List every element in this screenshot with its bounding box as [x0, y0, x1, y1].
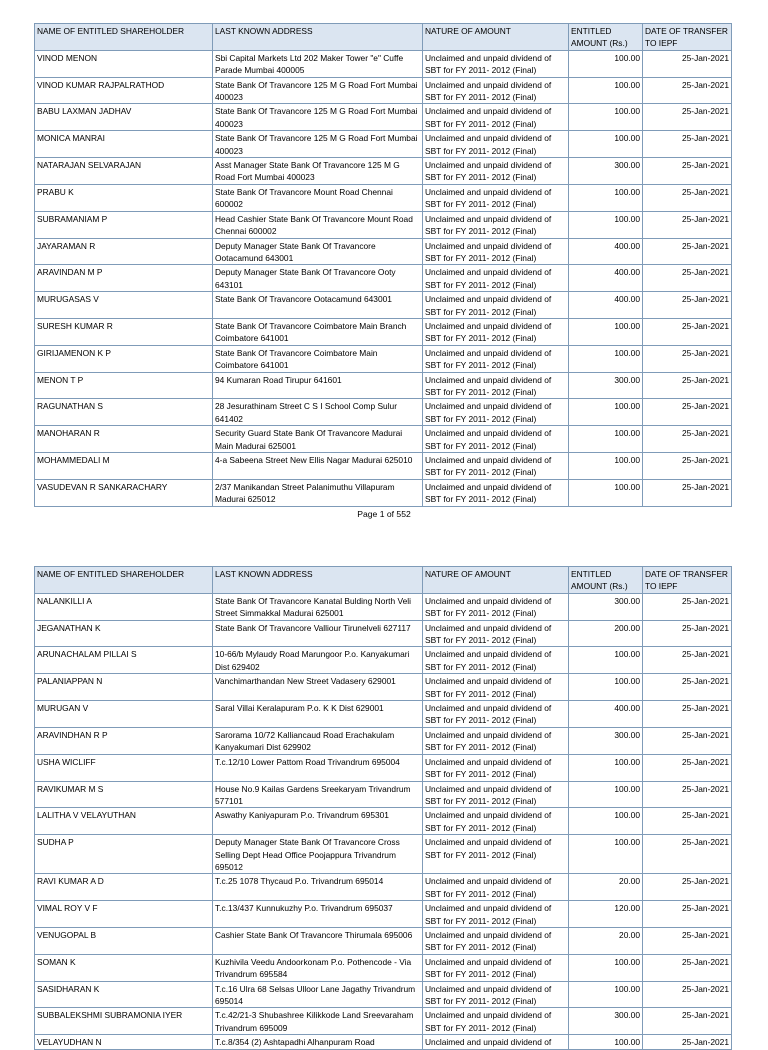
cell-address: 10-66/b Mylaudy Road Marungoor P.o. Kanyakumari Dist 629402 [213, 647, 423, 674]
table-body [35, 593, 732, 1049]
cell-amount: 100.00 [569, 399, 643, 426]
cell-transfer-date: 25-Jan-2021 [643, 620, 732, 647]
cell-shareholder-name: JAYARAMAN R [35, 238, 213, 265]
cell-transfer-date: 25-Jan-2021 [643, 345, 732, 372]
cell-shareholder-name: LALITHA V VELAYUTHAN [35, 808, 213, 835]
cell-address: Cashier State Bank Of Travancore Thirumala 695006 [213, 927, 423, 954]
cell-transfer-date: 25-Jan-2021 [643, 835, 732, 874]
cell-shareholder-name: ARAVINDHAN R P [35, 727, 213, 754]
table-row [35, 238, 732, 265]
cell-amount: 120.00 [569, 901, 643, 928]
cell-transfer-date: 25-Jan-2021 [643, 238, 732, 265]
cell-transfer-date: 25-Jan-2021 [643, 981, 732, 1008]
cell-amount: 100.00 [569, 647, 643, 674]
cell-amount: 100.00 [569, 211, 643, 238]
cell-nature: Unclaimed and unpaid dividend of SBT for FY 2011- 2012 (Final) [423, 238, 569, 265]
cell-transfer-date: 25-Jan-2021 [643, 131, 732, 158]
cell-nature: Unclaimed and unpaid dividend of SBT for FY 2011- 2012 (Final) [423, 954, 569, 981]
cell-address: Security Guard State Bank Of Travancore Madurai Main Madurai 625001 [213, 426, 423, 453]
cell-address: 2/37 Manikandan Street Palanimuthu Villapuram Madurai 625012 [213, 479, 423, 506]
cell-address: House No.9 Kailas Gardens Sreekaryam Trivandrum 577101 [213, 781, 423, 808]
cell-nature: Unclaimed and unpaid dividend of SBT for FY 2011- 2012 (Final) [423, 184, 569, 211]
cell-nature: Unclaimed and unpaid dividend of SBT for FY 2011- 2012 (Final) [423, 318, 569, 345]
cell-address: Kuzhivila Veedu Andoorkonam P.o. Pothencode - Via Trivandrum 695584 [213, 954, 423, 981]
cell-transfer-date: 25-Jan-2021 [643, 874, 732, 901]
page-number: Page 1 of 552 [357, 509, 411, 519]
table-row [35, 265, 732, 292]
cell-nature: Unclaimed and unpaid dividend of SBT for FY 2011- 2012 (Final) [423, 593, 569, 620]
cell-amount: 100.00 [569, 808, 643, 835]
table-row [35, 158, 732, 185]
cell-shareholder-name: MOHAMMEDALI M [35, 453, 213, 480]
cell-shareholder-name: MANOHARAN R [35, 426, 213, 453]
cell-nature: Unclaimed and unpaid dividend of SBT for FY 2011- 2012 (Final) [423, 426, 569, 453]
shareholder-table [34, 23, 732, 507]
cell-nature: Unclaimed and unpaid dividend of SBT for FY 2011- 2012 (Final) [423, 1008, 569, 1035]
table-row [35, 593, 732, 620]
cell-nature: Unclaimed and unpaid dividend of SBT for FY 2011- 2012 (Final) [423, 927, 569, 954]
table-row [35, 184, 732, 211]
shareholder-table-page-1 [34, 23, 731, 507]
cell-address: Sbi Capital Markets Ltd 202 Maker Tower "e" Cuffe Parade Mumbai 400005 [213, 50, 423, 77]
cell-address: Aswathy Kaniyapuram P.o. Trivandrum 695301 [213, 808, 423, 835]
cell-shareholder-name: VIMAL ROY V F [35, 901, 213, 928]
cell-amount: 100.00 [569, 318, 643, 345]
cell-address: State Bank Of Travancore Valliour Tirunelveli 627117 [213, 620, 423, 647]
cell-shareholder-name: VENUGOPAL B [35, 927, 213, 954]
cell-nature: Unclaimed and unpaid dividend of SBT for FY 2011- 2012 (Final) [423, 77, 569, 104]
table-row [35, 674, 732, 701]
cell-address: State Bank Of Travancore 125 M G Road Fort Mumbai 400023 [213, 131, 423, 158]
cell-shareholder-name: PALANIAPPAN N [35, 674, 213, 701]
cell-amount: 100.00 [569, 479, 643, 506]
table-row [35, 345, 732, 372]
cell-nature: Unclaimed and unpaid dividend of SBT for FY 2011- 2012 (Final) [423, 345, 569, 372]
cell-nature: Unclaimed and unpaid dividend of SBT for FY 2011- 2012 (Final) [423, 104, 569, 131]
cell-transfer-date: 25-Jan-2021 [643, 1035, 732, 1049]
cell-shareholder-name: NALANKILLI A [35, 593, 213, 620]
table-row [35, 131, 732, 158]
cell-shareholder-name: RAVI KUMAR A D [35, 874, 213, 901]
cell-transfer-date: 25-Jan-2021 [643, 927, 732, 954]
cell-transfer-date: 25-Jan-2021 [643, 754, 732, 781]
cell-transfer-date: 25-Jan-2021 [643, 184, 732, 211]
table-row [35, 77, 732, 104]
cell-nature: Unclaimed and unpaid dividend of SBT for FY 2011- 2012 (Final) [423, 131, 569, 158]
cell-shareholder-name: GIRIJAMENON K P [35, 345, 213, 372]
cell-transfer-date: 25-Jan-2021 [643, 479, 732, 506]
cell-transfer-date: 25-Jan-2021 [643, 727, 732, 754]
cell-amount: 100.00 [569, 184, 643, 211]
cell-nature: Unclaimed and unpaid dividend of SBT for FY 2011- 2012 (Final) [423, 479, 569, 506]
cell-amount: 400.00 [569, 265, 643, 292]
cell-nature: Unclaimed and unpaid dividend of SBT for FY 2011- 2012 (Final) [423, 835, 569, 874]
cell-amount: 300.00 [569, 158, 643, 185]
cell-shareholder-name: JEGANATHAN K [35, 620, 213, 647]
table-row [35, 211, 732, 238]
header-address: LAST KNOWN ADDRESS [213, 567, 423, 594]
cell-address: Asst Manager State Bank Of Travancore 125 M G Road Fort Mumbai 400023 [213, 158, 423, 185]
cell-nature: Unclaimed and unpaid dividend of SBT for FY 2011- 2012 (Final) [423, 399, 569, 426]
cell-amount: 400.00 [569, 701, 643, 728]
cell-address: T.c.42/21-3 Shubashree Kilikkode Land Sreevaraham Trivandrum 695009 [213, 1008, 423, 1035]
table-row [35, 727, 732, 754]
cell-amount: 100.00 [569, 50, 643, 77]
cell-shareholder-name: NATARAJAN SELVARAJAN [35, 158, 213, 185]
cell-address: Sarorama 10/72 Kalliancaud Road Erachakulam Kanyakumari Dist 629902 [213, 727, 423, 754]
table-header-row [35, 24, 732, 51]
cell-nature: Unclaimed and unpaid dividend of SBT for FY 2011- 2012 (Final) [423, 372, 569, 399]
cell-shareholder-name: SUBRAMANIAM P [35, 211, 213, 238]
cell-address: T.c.13/437 Kunnukuzhy P.o. Trivandrum 695037 [213, 901, 423, 928]
cell-shareholder-name: MURUGAN V [35, 701, 213, 728]
table-row [35, 318, 732, 345]
cell-address: 94 Kumaran Road Tirupur 641601 [213, 372, 423, 399]
cell-transfer-date: 25-Jan-2021 [643, 426, 732, 453]
cell-shareholder-name: MENON T P [35, 372, 213, 399]
table-body [35, 50, 732, 506]
cell-amount: 100.00 [569, 345, 643, 372]
cell-nature: Unclaimed and unpaid dividend of SBT for FY 2011- 2012 (Final) [423, 981, 569, 1008]
table-row [35, 754, 732, 781]
cell-address: State Bank Of Travancore Coimbatore Main Branch Coimbatore 641001 [213, 318, 423, 345]
table-row [35, 808, 732, 835]
table-row [35, 781, 732, 808]
cell-amount: 300.00 [569, 372, 643, 399]
cell-address: Head Cashier State Bank Of Travancore Mount Road Chennai 600002 [213, 211, 423, 238]
cell-nature: Unclaimed and unpaid dividend of SBT for FY 2011- 2012 (Final) [423, 620, 569, 647]
cell-transfer-date: 25-Jan-2021 [643, 292, 732, 319]
header-name: NAME OF ENTITLED SHAREHOLDER [35, 567, 213, 594]
cell-amount: 100.00 [569, 835, 643, 874]
table-row [35, 927, 732, 954]
cell-amount: 100.00 [569, 104, 643, 131]
table-row [35, 292, 732, 319]
cell-shareholder-name: MONICA MANRAI [35, 131, 213, 158]
cell-shareholder-name: VINOD KUMAR RAJPALRATHOD [35, 77, 213, 104]
cell-shareholder-name: SUBBALEKSHMI SUBRAMONIA IYER [35, 1008, 213, 1035]
cell-amount: 20.00 [569, 927, 643, 954]
cell-shareholder-name: USHA WICLIFF [35, 754, 213, 781]
cell-transfer-date: 25-Jan-2021 [643, 77, 732, 104]
cell-shareholder-name: PRABU K [35, 184, 213, 211]
cell-amount: 400.00 [569, 238, 643, 265]
cell-address: T.c.16 Ulra 68 Selsas Ulloor Lane Jagathy Trivandrum 695014 [213, 981, 423, 1008]
cell-amount: 100.00 [569, 754, 643, 781]
cell-amount: 100.00 [569, 1035, 643, 1049]
cell-amount: 400.00 [569, 292, 643, 319]
cell-amount: 100.00 [569, 131, 643, 158]
shareholder-table [34, 566, 732, 1050]
cell-amount: 100.00 [569, 954, 643, 981]
cell-transfer-date: 25-Jan-2021 [643, 954, 732, 981]
cell-amount: 20.00 [569, 874, 643, 901]
cell-address: State Bank Of Travancore Coimbatore Main Coimbatore 641001 [213, 345, 423, 372]
cell-shareholder-name: BABU LAXMAN JADHAV [35, 104, 213, 131]
cell-nature: Unclaimed and unpaid dividend of SBT for FY 2011- 2012 (Final) [423, 701, 569, 728]
cell-nature: Unclaimed and unpaid dividend of SBT for FY 2011- 2012 (Final) [423, 211, 569, 238]
cell-amount: 100.00 [569, 426, 643, 453]
table-row [35, 701, 732, 728]
cell-nature: Unclaimed and unpaid dividend of SBT for FY 2011- 2012 (Final) [423, 754, 569, 781]
cell-nature: Unclaimed and unpaid dividend of SBT for FY 2011- 2012 (Final) [423, 808, 569, 835]
table-row [35, 954, 732, 981]
cell-amount: 100.00 [569, 781, 643, 808]
cell-address: T.c.12/10 Lower Pattom Road Trivandrum 695004 [213, 754, 423, 781]
cell-nature: Unclaimed and unpaid dividend of SBT for FY 2011- 2012 (Final) [423, 727, 569, 754]
cell-transfer-date: 25-Jan-2021 [643, 104, 732, 131]
table-row [35, 453, 732, 480]
cell-nature: Unclaimed and unpaid dividend of SBT for FY 2011- 2012 (Final) [423, 781, 569, 808]
cell-nature: Unclaimed and unpaid dividend of SBT for FY 2011- 2012 (Final) [423, 50, 569, 77]
cell-transfer-date: 25-Jan-2021 [643, 50, 732, 77]
cell-shareholder-name: RAGUNATHAN S [35, 399, 213, 426]
cell-address: Vanchimarthandan New Street Vadasery 629001 [213, 674, 423, 701]
table-row [35, 104, 732, 131]
cell-amount: 200.00 [569, 620, 643, 647]
cell-transfer-date: 25-Jan-2021 [643, 318, 732, 345]
cell-nature: Unclaimed and unpaid dividend of SBT for FY 2011- 2012 (Final) [423, 647, 569, 674]
cell-amount: 300.00 [569, 593, 643, 620]
cell-nature: Unclaimed and unpaid dividend of SBT for FY 2011- 2012 (Final) [423, 874, 569, 901]
table-row [35, 426, 732, 453]
cell-transfer-date: 25-Jan-2021 [643, 593, 732, 620]
table-row [35, 901, 732, 928]
cell-shareholder-name: VASUDEVAN R SANKARACHARY [35, 479, 213, 506]
cell-address: Deputy Manager State Bank Of Travancore Ooty 643101 [213, 265, 423, 292]
header-name: NAME OF ENTITLED SHAREHOLDER [35, 24, 213, 51]
cell-transfer-date: 25-Jan-2021 [643, 211, 732, 238]
shareholder-table-page-2 [34, 566, 731, 1050]
cell-transfer-date: 25-Jan-2021 [643, 265, 732, 292]
header-amount: ENTITLED AMOUNT (Rs.) [569, 567, 643, 594]
cell-shareholder-name: SASIDHARAN K [35, 981, 213, 1008]
cell-nature: Unclaimed and unpaid dividend of SBT for FY 2011- 2012 (Final) [423, 265, 569, 292]
cell-transfer-date: 25-Jan-2021 [643, 372, 732, 399]
table-row [35, 479, 732, 506]
cell-nature: Unclaimed and unpaid dividend of SBT for FY 2011- 2012 (Final) [423, 453, 569, 480]
cell-address: 4-a Sabeena Street New Ellis Nagar Madurai 625010 [213, 453, 423, 480]
cell-amount: 100.00 [569, 77, 643, 104]
table-row [35, 1035, 732, 1049]
cell-transfer-date: 25-Jan-2021 [643, 158, 732, 185]
cell-address: T.c.25 1078 Thycaud P.o. Trivandrum 695014 [213, 874, 423, 901]
cell-address: T.c.8/354 (2) Ashtapadhi Alhanpuram Road [213, 1035, 423, 1049]
cell-amount: 100.00 [569, 674, 643, 701]
table-header-row [35, 567, 732, 594]
header-amount: ENTITLED AMOUNT (Rs.) [569, 24, 643, 51]
cell-shareholder-name: VELAYUDHAN N [35, 1035, 213, 1049]
cell-transfer-date: 25-Jan-2021 [643, 647, 732, 674]
cell-nature: Unclaimed and unpaid dividend of SBT for FY 2011- 2012 (Final) [423, 292, 569, 319]
table-row [35, 1008, 732, 1035]
cell-shareholder-name: SOMAN K [35, 954, 213, 981]
cell-shareholder-name: RAVIKUMAR M S [35, 781, 213, 808]
cell-transfer-date: 25-Jan-2021 [643, 781, 732, 808]
header-nature: NATURE OF AMOUNT [423, 567, 569, 594]
cell-amount: 300.00 [569, 1008, 643, 1035]
cell-shareholder-name: SUDHA P [35, 835, 213, 874]
cell-address: 28 Jesurathinam Street C S I School Comp Sulur 641402 [213, 399, 423, 426]
cell-shareholder-name: VINOD MENON [35, 50, 213, 77]
cell-address: Deputy Manager State Bank Of Travancore Cross Selling Dept Head Office Poojappura Trivandrum 695012 [213, 835, 423, 874]
header-date: DATE OF TRANSFER TO IEPF [643, 567, 732, 594]
cell-transfer-date: 25-Jan-2021 [643, 674, 732, 701]
cell-transfer-date: 25-Jan-2021 [643, 453, 732, 480]
cell-transfer-date: 25-Jan-2021 [643, 1008, 732, 1035]
table-row [35, 620, 732, 647]
cell-address: State Bank Of Travancore 125 M G Road Fort Mumbai 400023 [213, 104, 423, 131]
cell-address: State Bank Of Travancore 125 M G Road Fort Mumbai 400023 [213, 77, 423, 104]
cell-address: Deputy Manager State Bank Of Travancore Ootacamund 643001 [213, 238, 423, 265]
table-row [35, 835, 732, 874]
header-nature: NATURE OF AMOUNT [423, 24, 569, 51]
cell-amount: 300.00 [569, 727, 643, 754]
cell-transfer-date: 25-Jan-2021 [643, 808, 732, 835]
cell-nature: Unclaimed and unpaid dividend of SBT for FY 2011- 2012 (Final) [423, 901, 569, 928]
cell-transfer-date: 25-Jan-2021 [643, 399, 732, 426]
table-row [35, 399, 732, 426]
cell-transfer-date: 25-Jan-2021 [643, 701, 732, 728]
cell-transfer-date: 25-Jan-2021 [643, 901, 732, 928]
cell-shareholder-name: ARUNACHALAM PILLAI S [35, 647, 213, 674]
table-row [35, 50, 732, 77]
cell-shareholder-name: MURUGASAS V [35, 292, 213, 319]
cell-address: State Bank Of Travancore Ootacamund 643001 [213, 292, 423, 319]
cell-amount: 100.00 [569, 453, 643, 480]
table-row [35, 647, 732, 674]
cell-address: State Bank Of Travancore Kanatal Bulding North Veli Street Simmakkal Madurai 625001 [213, 593, 423, 620]
cell-nature: Unclaimed and unpaid dividend of SBT for FY 2011- 2012 (Final) [423, 674, 569, 701]
cell-nature: Unclaimed and unpaid dividend of [423, 1035, 569, 1049]
header-date: DATE OF TRANSFER TO IEPF [643, 24, 732, 51]
header-address: LAST KNOWN ADDRESS [213, 24, 423, 51]
cell-shareholder-name: ARAVINDAN M P [35, 265, 213, 292]
table-row [35, 981, 732, 1008]
cell-address: State Bank Of Travancore Mount Road Chennai 600002 [213, 184, 423, 211]
cell-address: Saral Villai Keralapuram P.o. K K Dist 629001 [213, 701, 423, 728]
table-row [35, 372, 732, 399]
cell-nature: Unclaimed and unpaid dividend of SBT for FY 2011- 2012 (Final) [423, 158, 569, 185]
cell-amount: 100.00 [569, 981, 643, 1008]
cell-shareholder-name: SURESH KUMAR R [35, 318, 213, 345]
table-row [35, 874, 732, 901]
